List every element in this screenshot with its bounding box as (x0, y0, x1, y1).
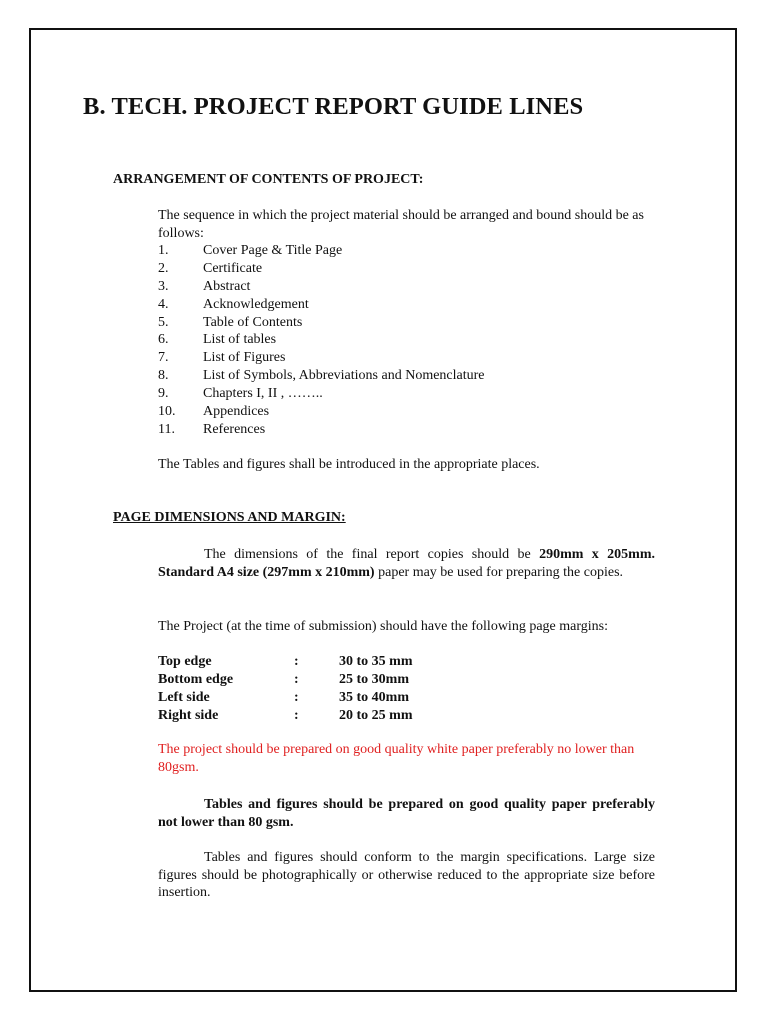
section-heading-arrangement: ARRANGEMENT OF CONTENTS OF PROJECT: (113, 172, 424, 187)
list-text: Cover Page & Title Page (203, 243, 343, 258)
margin-value: 30 to 35 mm (339, 654, 413, 669)
list-number: 8. (158, 368, 169, 384)
margin-value: 35 to 40mm (339, 690, 409, 705)
list-text: List of tables (203, 332, 277, 348)
list-number: 1. (158, 243, 169, 258)
margin-separator: : (294, 654, 299, 669)
arrangement-closing: The Tables and figures shall be introduced in the appropriate places. (158, 457, 540, 472)
margin-separator: : (294, 690, 299, 705)
list-number: 9. (158, 386, 169, 402)
list-number: 4. (158, 296, 169, 312)
paper-quality-note: The project should be prepared on good quality white paper preferably no lower than 80gsm. (158, 742, 635, 775)
margin-label: Right side (158, 708, 219, 723)
dimensions-paragraph (158, 546, 655, 581)
margins-intro: The Project (at the time of submission) should have the following page margins: (158, 619, 608, 634)
margin-label: Top edge (158, 654, 212, 669)
list-text: Table of Contents (203, 314, 303, 330)
dimensions-bold: 290mm x 205mm. Standard A4 size (297mm x 210mm) (158, 547, 655, 580)
margin-value: 20 to 25 mm (339, 708, 413, 723)
list-number: 7. (158, 350, 169, 366)
margin-label: Left side (158, 690, 210, 705)
list-text: Acknowledgement (203, 296, 309, 312)
list-text: Certificate (203, 260, 263, 276)
list-number: 10. (158, 404, 176, 420)
document-title: B. TECH. PROJECT REPORT GUIDE LINES (83, 93, 584, 120)
tables-paper-note: Tables and figures should be prepared on good quality paper preferably not lower than 80 gsm. (158, 797, 655, 830)
list-number: 3. (158, 278, 169, 294)
list-number: 2. (158, 260, 169, 276)
dimensions-text-start: The dimensions of the final report copies should be (204, 547, 540, 562)
section-heading-dimensions: PAGE DIMENSIONS AND MARGIN: (113, 510, 346, 525)
list-text: References (203, 421, 266, 437)
margin-label: Bottom edge (158, 672, 234, 687)
list-text: Abstract (203, 278, 251, 294)
list-number: 5. (158, 314, 169, 330)
list-number: 11. (158, 421, 175, 437)
margin-value: 25 to 30mm (339, 672, 409, 687)
margin-separator: : (294, 708, 299, 723)
arrangement-intro: The sequence in which the project material should be arranged and bound should be as follows: (158, 208, 644, 241)
list-text: Chapters I, II , …….. (203, 386, 323, 402)
margin-separator: : (294, 672, 299, 687)
margin-spec-note: Tables and figures should conform to the margin specifications. Large size figures should be photographically or otherwise reduced to the appropriate size before insertion. (158, 850, 655, 900)
dimensions-text-end: paper may be used for preparing the copies. (374, 564, 624, 580)
list-number: 6. (158, 332, 169, 348)
list-text: List of Figures (203, 350, 286, 366)
list-text: Appendices (203, 404, 270, 420)
list-text: List of Symbols, Abbreviations and Nomenclature (203, 368, 485, 384)
